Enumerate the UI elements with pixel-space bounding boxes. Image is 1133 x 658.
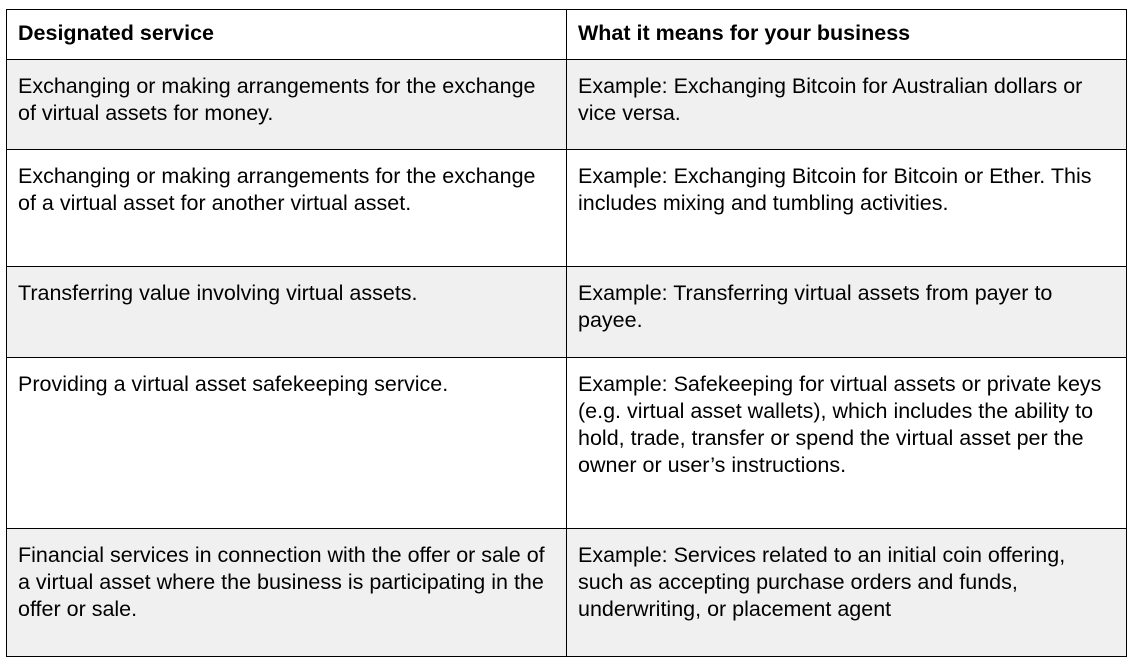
designated-services-table [6, 9, 1127, 657]
header-designated-service: Designated service [7, 10, 567, 60]
header-what-it-means: What it means for your business [567, 10, 1127, 60]
service-cell: Financial services in connection with the offer or sale of a virtual asset where the business is participating in the offer or sale. [7, 529, 567, 657]
meaning-cell: Example: Services related to an initial coin offering, such as accepting purchase orders and funds, underwriting, or placement agent [567, 529, 1127, 657]
table-row [7, 529, 1127, 657]
table-row [7, 150, 1127, 267]
table-header-row [7, 10, 1127, 60]
table-row [7, 60, 1127, 150]
service-cell: Transferring value involving virtual assets. [7, 267, 567, 358]
table-row [7, 358, 1127, 529]
meaning-cell: Example: Transferring virtual assets from payer to payee. [567, 267, 1127, 358]
meaning-cell: Example: Exchanging Bitcoin for Bitcoin or Ether. This includes mixing and tumbling activities. [567, 150, 1127, 267]
table-row [7, 267, 1127, 358]
meaning-cell: Example: Safekeeping for virtual assets or private keys (e.g. virtual asset wallets), which includes the ability to hold, trade, transfer or spend the virtual asset per the owner or user’s instructions. [567, 358, 1127, 529]
service-cell: Providing a virtual asset safekeeping service. [7, 358, 567, 529]
service-cell: Exchanging or making arrangements for the exchange of virtual assets for money. [7, 60, 567, 150]
meaning-cell: Example: Exchanging Bitcoin for Australian dollars or vice versa. [567, 60, 1127, 150]
service-cell: Exchanging or making arrangements for the exchange of a virtual asset for another virtual asset. [7, 150, 567, 267]
